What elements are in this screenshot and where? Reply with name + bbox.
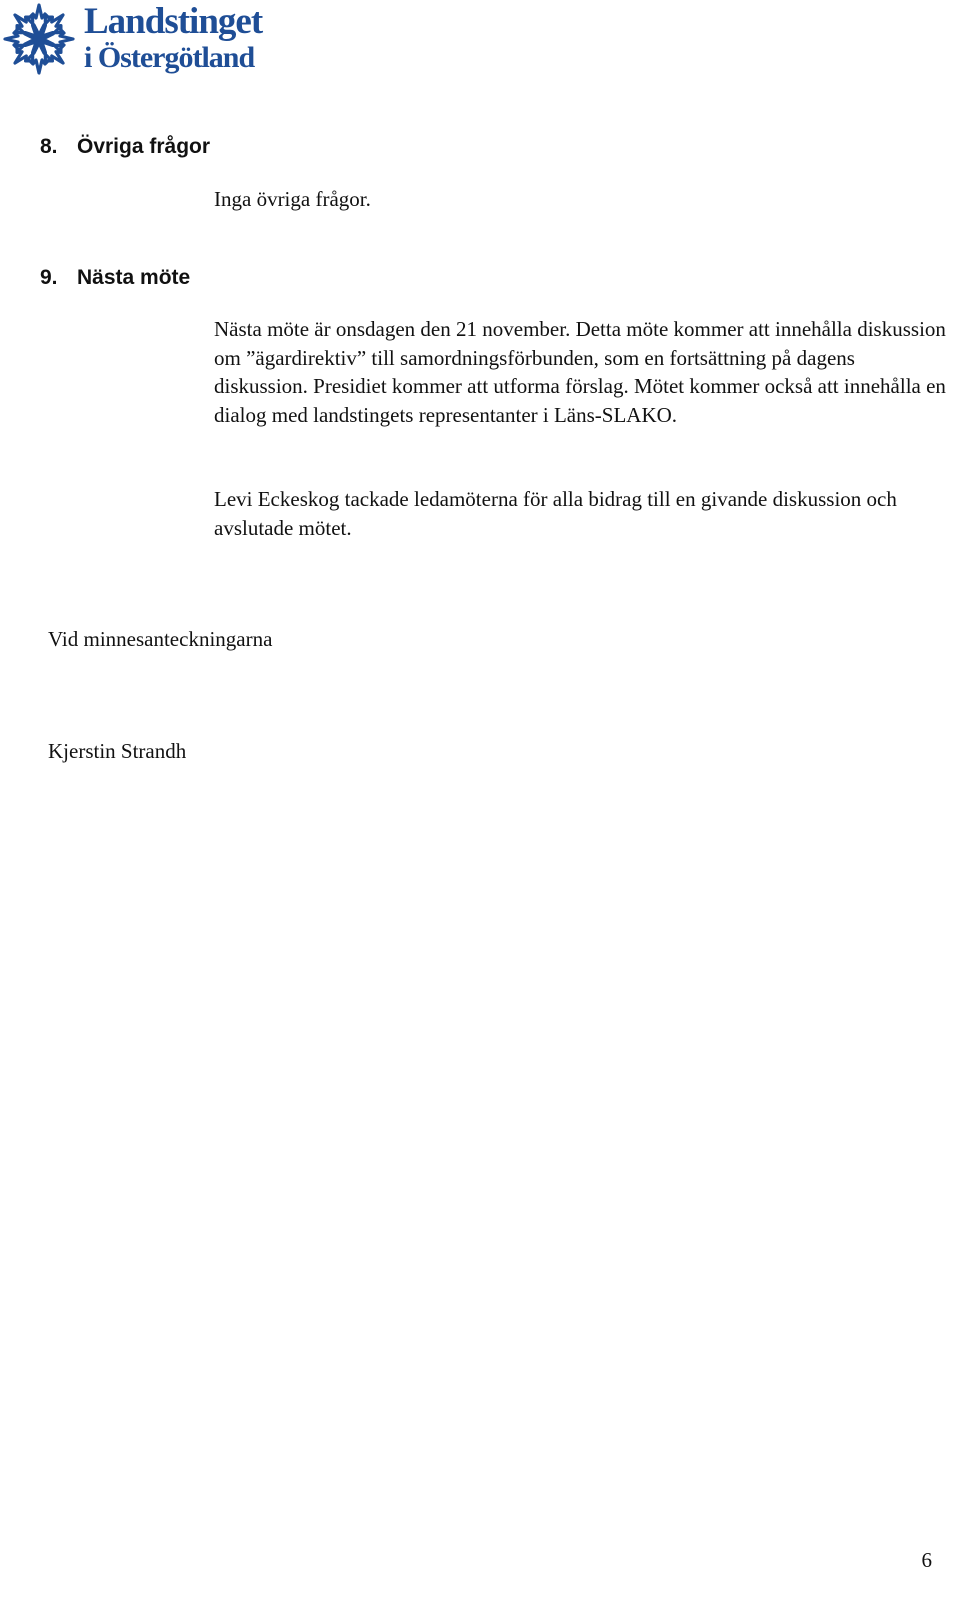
cornflower-emblem-icon [2, 2, 76, 76]
section-9-body [214, 315, 954, 429]
logo-name-line1: Landstinget [84, 1, 263, 42]
paragraph: Inga övriga frågor. [214, 187, 371, 211]
closing-paragraph [214, 485, 954, 542]
recorder-label: Vid minnesanteckningarna [48, 627, 273, 651]
section-number: 9. [40, 266, 58, 289]
section-number: 8. [40, 135, 58, 158]
recorder-name: Kjerstin Strandh [48, 739, 187, 763]
logo-name-line2: i Östergötland [84, 41, 255, 74]
section-heading-9 [40, 265, 190, 291]
paragraph: Levi Eckeskog tackade ledamöterna för alla bidrag till en givande diskussion och avslutade mötet. [214, 487, 897, 540]
section-8-body [214, 185, 954, 214]
section-title: Övriga frågor [77, 135, 211, 158]
paragraph: Nästa möte är onsdagen den 21 november. Detta möte kommer att innehålla diskussion om ”ägardirektiv” till samordningsförbunden, som en fortsättning på dagens diskussion. Presidiet kommer att utforma förslag. Mötet kommer också att innehålla en dialog med landstingets representanter i Läns-SLAKO. [214, 317, 946, 427]
page-number: 6 [921, 1548, 932, 1572]
section-title: Nästa möte [77, 266, 191, 289]
section-heading-8 [40, 134, 210, 160]
landstinget-logo [2, 2, 302, 80]
